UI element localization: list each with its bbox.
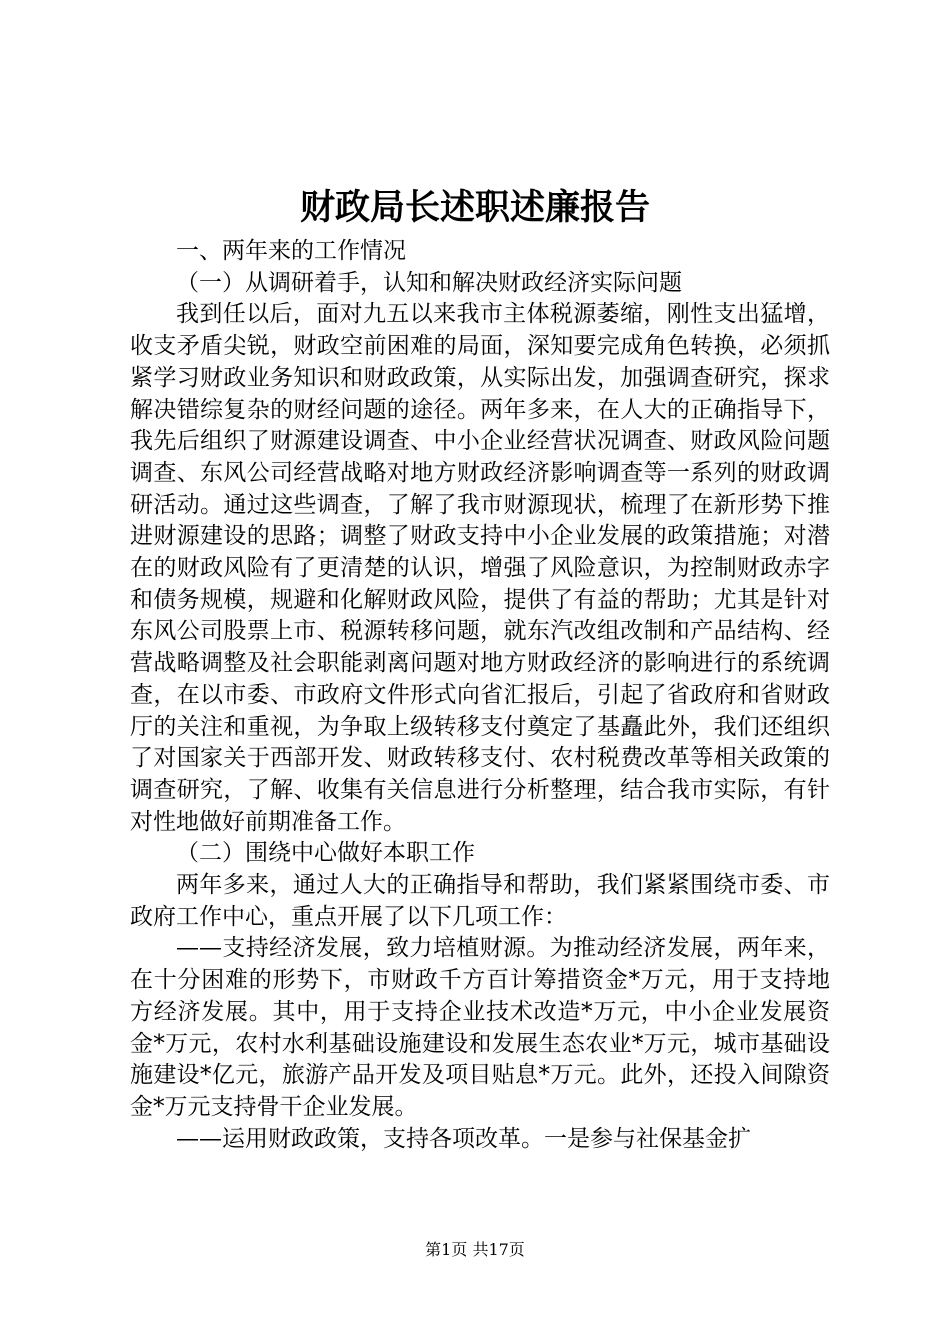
section-heading: 一、两年来的工作情况	[176, 238, 406, 264]
subsection-heading: （一）从调研着手，认知和解决财政经济实际问题	[176, 269, 682, 296]
document-body	[130, 236, 830, 1155]
page-title: 财政局长述职述廉报告	[299, 187, 650, 228]
body-paragraph: 我到任以后，面对九五以来我市主体税源萎缩，刚性支出猛增，收支矛盾尖锐，财政空前困难的局面，深知要完成角色转换，必须抓紧学习财政业务知识和财政政策，从实际出发，加强调查研究，探求解决错综复杂的财经问题的途径。两年多来，在人大的正确指导下，我先后组织了财源建设调查、中小企业经营状况调查、财政风险问题调查、东风公司经营战略对地方财政经济影响调查等一系列的财政调研活动。通过这些调查，了解了我市财源现状，梳理了在新形势下推进财源建设的思路；调整了财政支持中小企业发展的政策措施；对潜在的财政风险有了更清楚的认识，增强了风险意识，为控制财政赤字和债务规模，规避和化解财政风险，提供了有益的帮助；尤其是针对东风公司股票上市、税源转移问题，就东汽改组改制和产品结构、经营战略调整及社会职能剥离问题对地方财政经济的影响进行的系统调查，在以市委、市政府文件形式向省汇报后，引起了省政府和省财政厅的关注和重视，为争取上级转移支付奠定了基矗此外，我们还组织了对国家关于西部开发、财政转移支付、农村税费改革等相关政策的调查研究，了解、收集有关信息进行分析整理，结合我市实际，有针对性地做好前期准备工作。	[130, 301, 830, 835]
subsection-heading: （二）围绕中心做好本职工作	[176, 840, 475, 867]
body-paragraph: 两年多来，通过人大的正确指导和帮助，我们紧紧围绕市委、市政府工作中心，重点开展了以下几项工作：	[130, 872, 830, 930]
page-footer: 第1页 共17页	[425, 1240, 525, 1259]
body-paragraph: ——运用财政政策，支持各项改革。一是参与社保基金扩	[176, 1125, 751, 1152]
body-paragraph: ——支持经济发展，致力培植财源。为推动经济发展，两年来，在十分困难的形势下，市财政千方百计筹措资金*万元，用于支持地方经济发展。其中，用于支持企业技术改造*万元，中小企业发展资金*万元，农村水利基础设施建设和发展生态农业*万元，城市基础设施建设*亿元，旅游产品开发及项目贴息*万元。此外，还投入间隙资金*万元支持骨干企业发展。	[130, 935, 830, 1120]
